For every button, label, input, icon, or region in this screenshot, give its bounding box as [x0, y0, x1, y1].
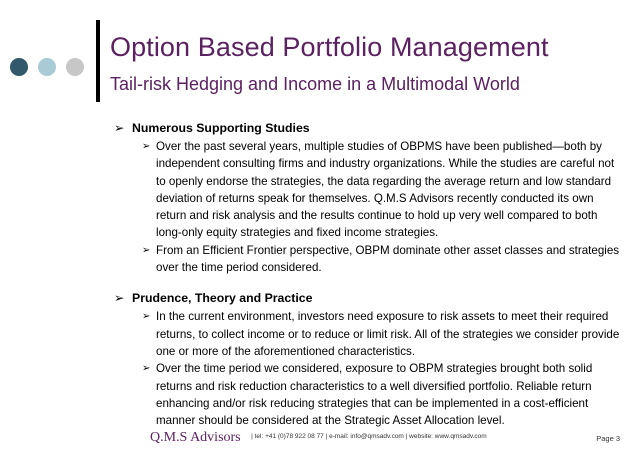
section-prudence-theory-practice: [114, 290, 626, 429]
dot-light-icon: [38, 58, 56, 76]
list-item: [142, 360, 626, 429]
section-heading-text: Prudence, Theory and Practice: [132, 291, 313, 306]
arrow-bullet-icon: ➢: [142, 244, 151, 256]
list-item: [142, 138, 626, 242]
list-item: [142, 308, 626, 360]
section-heading-text: Numerous Supporting Studies: [132, 121, 310, 135]
list-item-text: Over the time period we considered, exposure to OBPM strategies brought both solid returns and risk reduction characteristics to a well diversified portfolio. Reliable return enhancing and/or risk reducing strategies that can be implemented in a cost-efficient manner should be considered at the Strategic Asset Allocation level.: [156, 362, 593, 428]
arrow-bullet-icon: ➢: [142, 141, 151, 152]
page-subtitle: Tail-risk Hedging and Income in a Multimodal World: [110, 74, 520, 94]
slide-content: [114, 120, 626, 443]
section-heading: [114, 290, 626, 307]
section-heading: [114, 120, 626, 137]
arrow-bullet-icon: ➢: [142, 311, 151, 323]
dot-grey-icon: [66, 58, 84, 76]
page-title: Option Based Portfolio Management: [110, 32, 549, 62]
arrow-bullet-icon: ➢: [114, 121, 125, 135]
arrow-bullet-icon: ➢: [114, 291, 125, 306]
footer-contact: | tel: +41 (0)78 922 08 77 | e-mail: info@qmsadv.com | website: www.qmsadv.com: [251, 433, 487, 440]
page-number: Page 3: [596, 434, 620, 443]
title-divider: [96, 20, 100, 102]
list-item: [142, 242, 626, 277]
list-item-text: In the current environment, investors need exposure to risk assets to meet their required returns, to collect income or to reduce or limit risk. All of the strategies we consider provide one or more of the aforementioned characteristics.: [156, 310, 620, 358]
dot-dark-icon: [10, 58, 28, 76]
section-supporting-studies: [114, 120, 626, 276]
list-item-text: Over the past several years, multiple studies of OBPMS have been published—both by independent consulting firms and industry organizations. While the studies are careful not to openly endorse the strategies, the data regarding the average return and low standard deviation of returns speak for themselves. Q.M.S Advisors recently conducted its own return and risk analysis and the results continue to hold up very well compared to both long-only equity strategies and fixed income strategies.: [156, 140, 615, 240]
footer-brand: Q.M.S Advisors: [150, 430, 241, 445]
list-item-text: From an Efficient Frontier perspective, OBPM dominate other asset classes and strategies over the time period considered.: [156, 243, 620, 275]
bullet-list: [142, 138, 626, 276]
arrow-bullet-icon: ➢: [142, 363, 151, 375]
bullet-list: [142, 308, 626, 429]
footer: [150, 428, 487, 446]
